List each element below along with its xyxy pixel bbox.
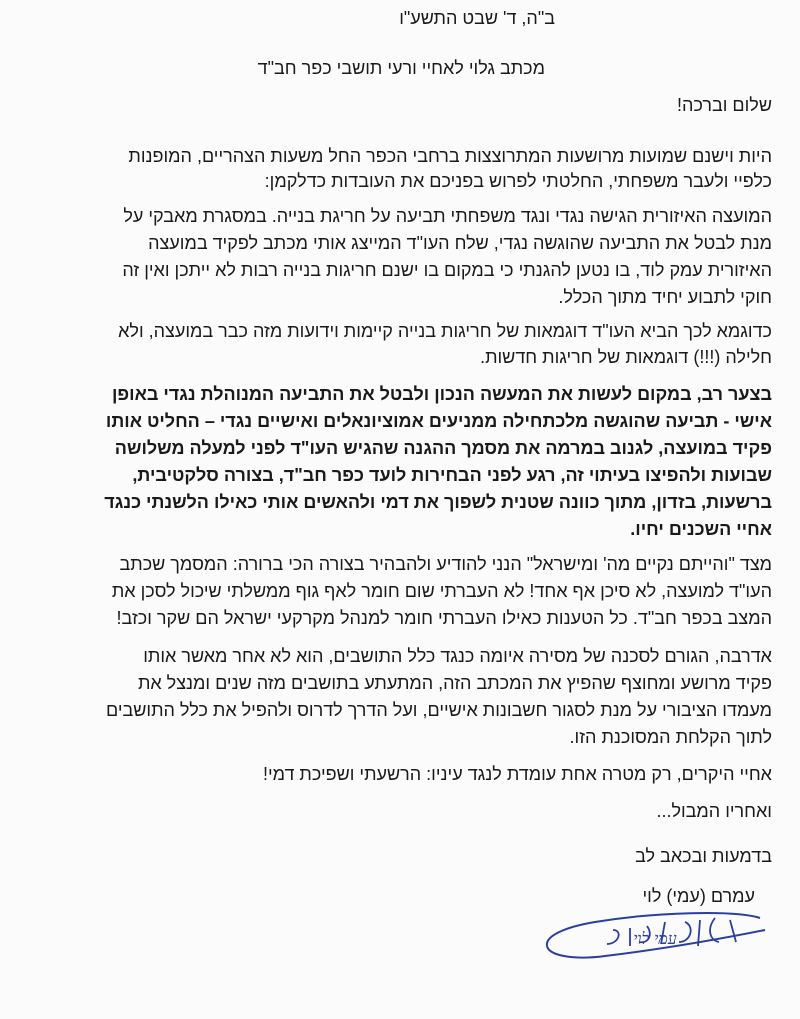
p5-line-3: המצב בכפר חב"ד. כל הטענות כאילו העברתי חומר למנהל מקרקעי ישראל הם שקר וכזב! — [116, 608, 772, 628]
p6-line-3: מעמדו הציבורי על מנת לסגור חשבונות אישיים, ועל הדרך לדרוס ולהפיל את כלל התושבים — [105, 700, 772, 720]
signature-scribble — [535, 900, 775, 970]
greeting: שלום וברכה! — [677, 95, 772, 115]
p6-line-2: פקיד מרושע ומחוצף שהפיץ את המכתב הזה, המתעתע בתושבים מזה שנים ומנצל את — [137, 673, 772, 693]
p4-line-5: ברשעות, בזדון, מתוך כוונה שטנית לשפוך את דמי ולהאשים אותי כאילו הלשנתי כנגד — [104, 492, 772, 512]
signature-name: עמרם (עמי) לוי — [642, 886, 755, 906]
p1-line-2: כלפיי ולעבר משפחתי, החלטתי לפרוש בפניכם את העובדות כדלקמן: — [264, 171, 772, 191]
p2-line-4: חוקי לתבוע יחיד מתוך הכלל. — [558, 287, 772, 307]
p3-line-1: כדוגמא לכך הביא העו"ד דוגמאות של חריגות בנייה קיימות וידועות מזה כבר במועצה, ולא — [118, 321, 772, 341]
p4-line-4: שבועות ולהפיצו בעיתוי זה, רגע לפני הבחירות לועד כפר חב"ד, בצורה סלקטיבית, — [132, 465, 772, 485]
letter-date: ב"ה, ד' שבט התשע"ו — [399, 8, 555, 28]
p4-line-1: בצער רב, במקום לעשות את המעשה הנכון ולבטל את התביעה המנוהלת נגדי באופן — [111, 384, 772, 404]
p4-line-3: פקיד במועצה, לגנוב במרמה את מסמך ההגנה שהגיש העו"ד לפני למעלה משלושה — [114, 438, 772, 458]
p6-line-1: אדרבה, הגורם לסכנה של מסירה איומה כנגד כלל התושבים, הוא לא אחר מאשר אותו — [143, 646, 772, 666]
p2-line-1: המועצה האיזורית הגישה נגדי ונגד משפחתי תביעה על חריגת בנייה. במסגרת מאבקי על — [123, 206, 772, 226]
p3-line-2: חלילה (!!!) דוגמאות של חריגות חדשות. — [480, 347, 772, 367]
p5-line-1: מצד "והייתם נקיים מה' ומישראל" הנני להודיע ולהבהיר בצורה הכי ברורה: המסמך שכתב — [119, 554, 772, 574]
p6-line-4: לתוך הקלחת המסוכנת הזו. — [569, 727, 772, 747]
p1-line-1: היות וישנם שמועות מרושעות המתרוצצות ברחבי הכפר החל משעות הצהריים, המופנות — [128, 146, 772, 166]
closing-line: בדמעות ובכאב לב — [635, 846, 772, 866]
p4-line-6: אחיי השכנים יחיו. — [630, 519, 772, 539]
letter-title: מכתב גלוי לאחיי ורעי תושבי כפר חב"ד — [257, 58, 545, 78]
p8-line: ואחריו המבול... — [656, 801, 772, 821]
p2-line-2: מנת לבטל את התביעה שהוגשה נגדי, שלח העו"ד המייצג אותי מכתב לפקיד במועצה — [148, 233, 772, 253]
p7-line: אחיי היקרים, רק מטרה אחת עומדת לנגד עיניו: הרשעתי ושפיכת דמי! — [262, 764, 772, 784]
p4-line-2: אישי - תביעה שהוגשה מלכתחילה ממניעים אמוציונאלים ואישיים נגדי – החליט אותו — [105, 411, 772, 431]
p2-line-3: האיזורית עמק לוד, בו נטען להגנתי כי במקום בו ישנם חריגות בנייה רבות לא ייתכן ואין זה — [122, 260, 772, 280]
signature-mark: עמי לוי — [633, 929, 677, 948]
p5-line-2: העו"ד למועצה, לא סיכן אף אחד! לא העברתי שום חומר לאף גוף ממשלתי שיכול לסכן את — [111, 581, 772, 601]
